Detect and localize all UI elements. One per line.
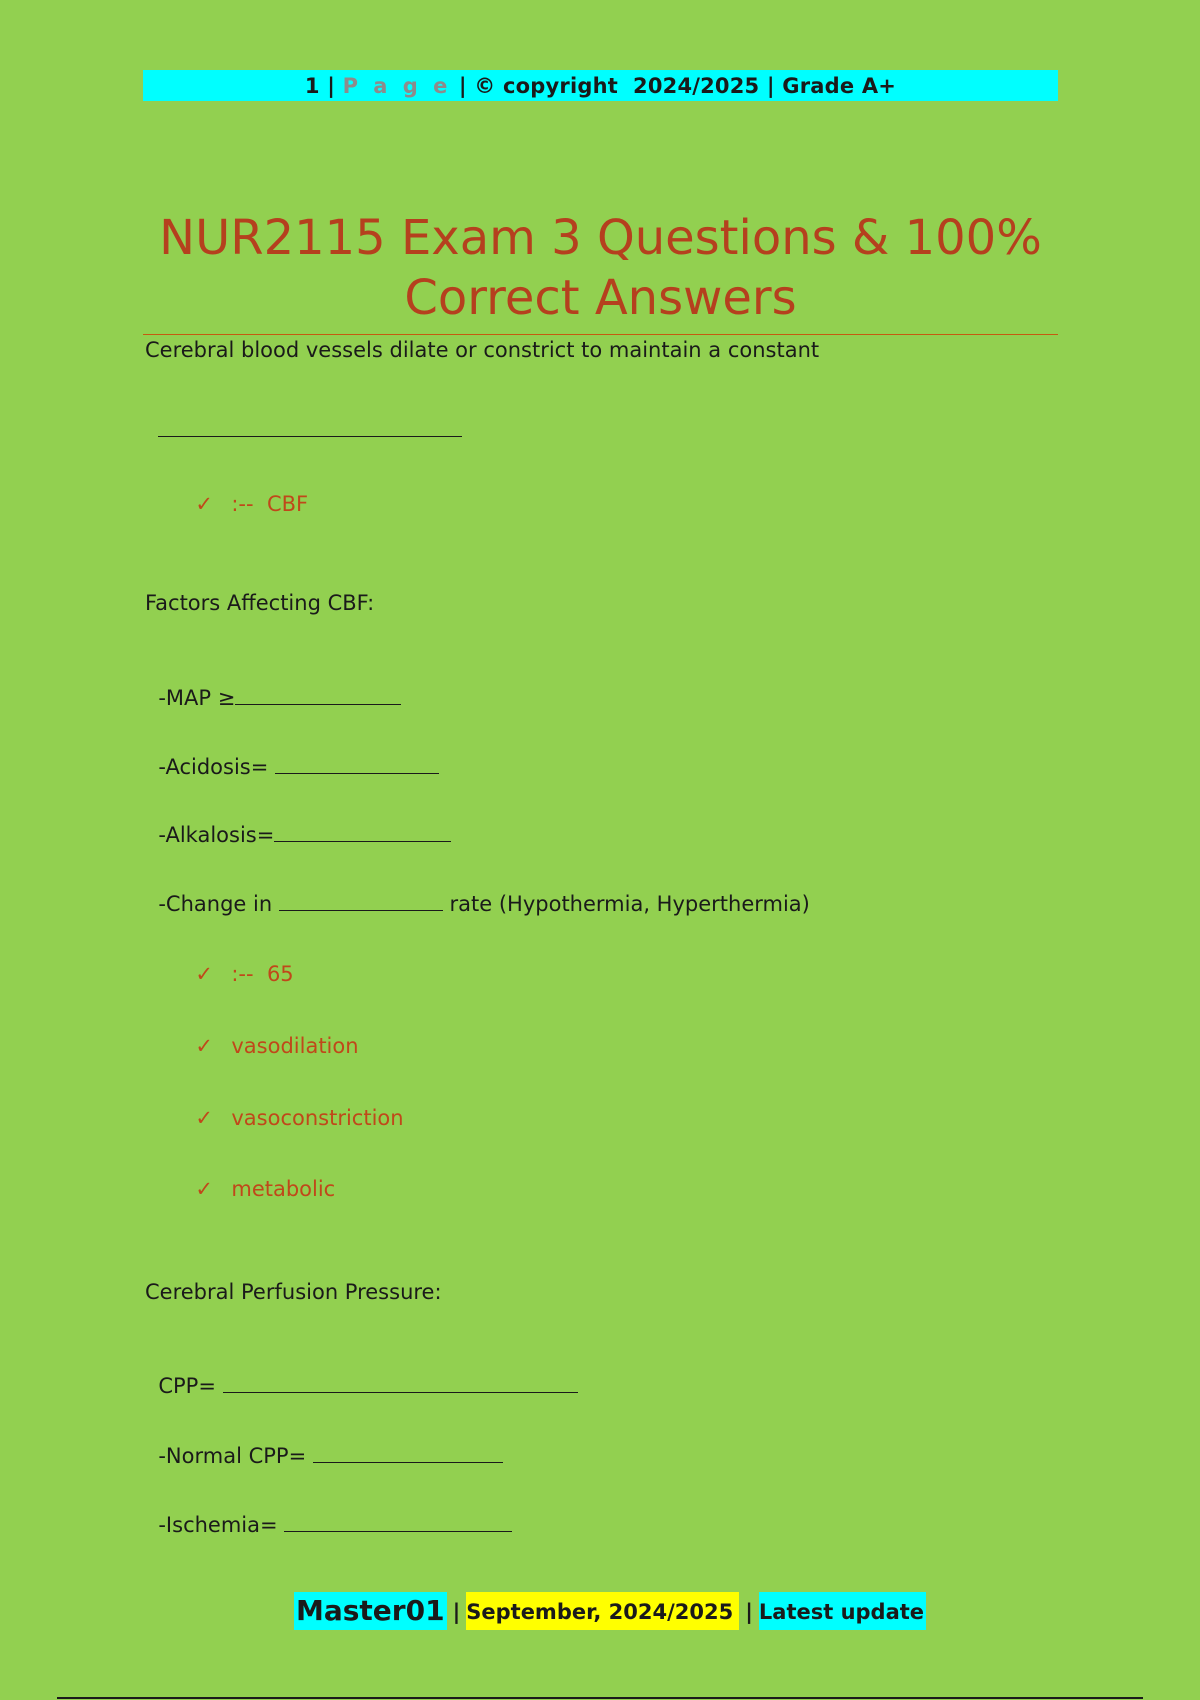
page-title	[143, 208, 1058, 328]
checkmark-icon: ✓	[195, 1106, 213, 1130]
footer-update: Latest update	[759, 1592, 926, 1630]
title-line-1: NUR2115 Exam 3 Questions & 100%	[159, 210, 1042, 266]
answer-blank	[158, 416, 462, 437]
change-label: -Change in	[158, 892, 279, 916]
question-2-answer	[182, 938, 294, 986]
answer-prefix: :--	[231, 492, 267, 516]
acidosis-label: -Acidosis=	[158, 755, 276, 779]
question-2-answer	[182, 1010, 359, 1058]
footer-divider	[57, 1697, 1143, 1699]
checkmark-icon: ✓	[195, 1034, 213, 1058]
question-1-answer	[182, 468, 308, 516]
question-2-heading: Factors Affecting CBF:	[145, 591, 375, 615]
answer-blank	[274, 821, 451, 842]
cpp-label: CPP=	[158, 1374, 223, 1398]
footer-date: September, 2024/2025	[466, 1592, 739, 1630]
header-separator: |	[327, 73, 336, 98]
question-3-heading: Cerebral Perfusion Pressure:	[145, 1280, 442, 1304]
footer-author: Master01	[294, 1592, 447, 1630]
page-number: 1	[304, 73, 320, 98]
normal-cpp-label: -Normal CPP=	[158, 1444, 313, 1468]
question-1-blank	[145, 392, 462, 442]
title-divider	[143, 334, 1058, 335]
cpp-item	[145, 1348, 578, 1398]
change-suffix: rate (Hypothermia, Hyperthermia)	[442, 892, 810, 916]
copyright-text: © copyright 2024/2025	[474, 73, 760, 98]
alkalosis-label: -Alkalosis=	[158, 823, 275, 847]
question-2-answer	[182, 1153, 335, 1201]
change-item	[145, 866, 810, 916]
page-footer	[294, 1592, 926, 1630]
footer-separator: |	[452, 1600, 461, 1624]
grade-text: Grade A+	[782, 73, 897, 98]
answer-blank	[235, 684, 401, 705]
map-label: -MAP ≥	[158, 686, 236, 710]
answer-text: vasodilation	[231, 1034, 359, 1058]
normal-cpp-item	[145, 1418, 503, 1468]
answer-text: vasoconstriction	[231, 1106, 404, 1130]
answer-blank	[223, 1372, 578, 1393]
map-item	[145, 660, 401, 710]
answer-text: metabolic	[231, 1177, 336, 1201]
footer-separator: |	[745, 1600, 753, 1624]
answer-text: :-- 65	[231, 962, 294, 986]
title-line-2: Correct Answers	[404, 270, 797, 326]
question-1-prompt: Cerebral blood vessels dilate or constrict to maintain a constant	[145, 338, 820, 362]
question-2-answer	[182, 1082, 404, 1130]
header-separator: |	[458, 73, 467, 98]
answer-blank	[284, 1511, 512, 1532]
answer-blank	[313, 1442, 503, 1463]
checkmark-icon: ✓	[195, 1177, 213, 1201]
checkmark-icon: ✓	[195, 492, 213, 516]
acidosis-item	[145, 729, 439, 779]
header-separator: |	[766, 73, 775, 98]
checkmark-icon: ✓	[195, 962, 213, 986]
answer-text: CBF	[266, 492, 309, 516]
page-word: P a g e	[342, 73, 452, 98]
alkalosis-item	[145, 797, 451, 847]
answer-blank	[279, 890, 443, 911]
ischemia-label: -Ischemia=	[158, 1513, 285, 1537]
ischemia-item	[145, 1487, 512, 1537]
page-header	[143, 70, 1058, 101]
answer-blank	[275, 753, 439, 774]
